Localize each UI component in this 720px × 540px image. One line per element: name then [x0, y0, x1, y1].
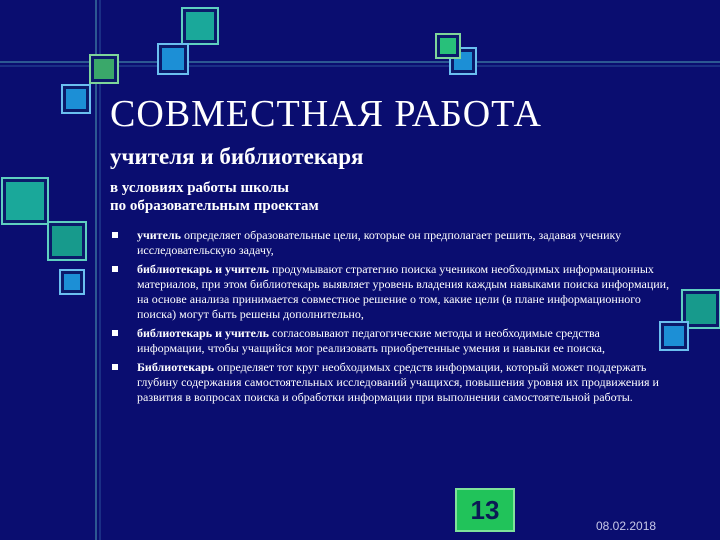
bullet-bold: библиотекарь и учитель — [137, 326, 269, 340]
square-left-blue — [62, 85, 90, 113]
bullet-item — [110, 228, 670, 258]
bullet-item — [110, 326, 670, 356]
context-line-1: в условиях работы школы — [110, 180, 290, 196]
bullet-text: определяет тот круг необходимых средств информации, который может поддержать глубину содержания самостоятельных исследований учащихся, повышения уровня их продвижения и развития в вопросах поиска и обработки информации при выполнении самостоятельной работы. — [137, 360, 659, 404]
square-left-teal — [48, 222, 86, 260]
slide-subtitle: учителя и библиотекаря — [110, 144, 364, 169]
bullet-square-icon — [112, 364, 118, 370]
bullet-square-icon — [112, 232, 118, 238]
slide-context — [110, 179, 319, 215]
bullet-item — [110, 360, 670, 405]
slide-title: СОВМЕСТНАЯ РАБОТА — [110, 93, 542, 135]
bullet-square-icon — [112, 266, 118, 272]
bullet-list — [110, 228, 670, 409]
bullet-square-icon — [112, 330, 118, 336]
context-line-2: по образовательным проектам — [110, 198, 319, 214]
square-left-blue-small — [60, 270, 84, 294]
bullet-item — [110, 262, 670, 322]
bullet-text: согласовывают педагогические методы и необходимые средства информации, чтобы учащийся мог реализовать приобретенные умения и навыки ее поиска, — [137, 326, 606, 355]
square-top-blue — [158, 44, 188, 74]
square-left-teal-large — [2, 178, 48, 224]
bullet-bold: учитель — [137, 228, 181, 242]
bullet-bold: Библиотекарь — [137, 360, 215, 374]
page-number-badge: 13 — [455, 488, 515, 532]
bullet-text: определяет образовательные цели, которые он предполагает решить, задавая ученику исследовательскую задачу, — [137, 228, 622, 257]
square-top-green — [90, 55, 118, 83]
bullet-bold: библиотекарь и учитель — [137, 262, 269, 276]
bullet-text: продумывают стратегию поиска учеником необходимых информационных материалов, при этом библиотекарь выявляет уровень владения каждым навыками поиска информации, на основе анализа принимается совместное решение о том, какие цели (в плане информационного поиска) могут быть решены дополнительно, — [137, 262, 670, 321]
square-top-teal — [182, 8, 218, 44]
square-top-right-green — [436, 34, 460, 58]
slide-date: 08.02.2018 — [596, 519, 657, 533]
